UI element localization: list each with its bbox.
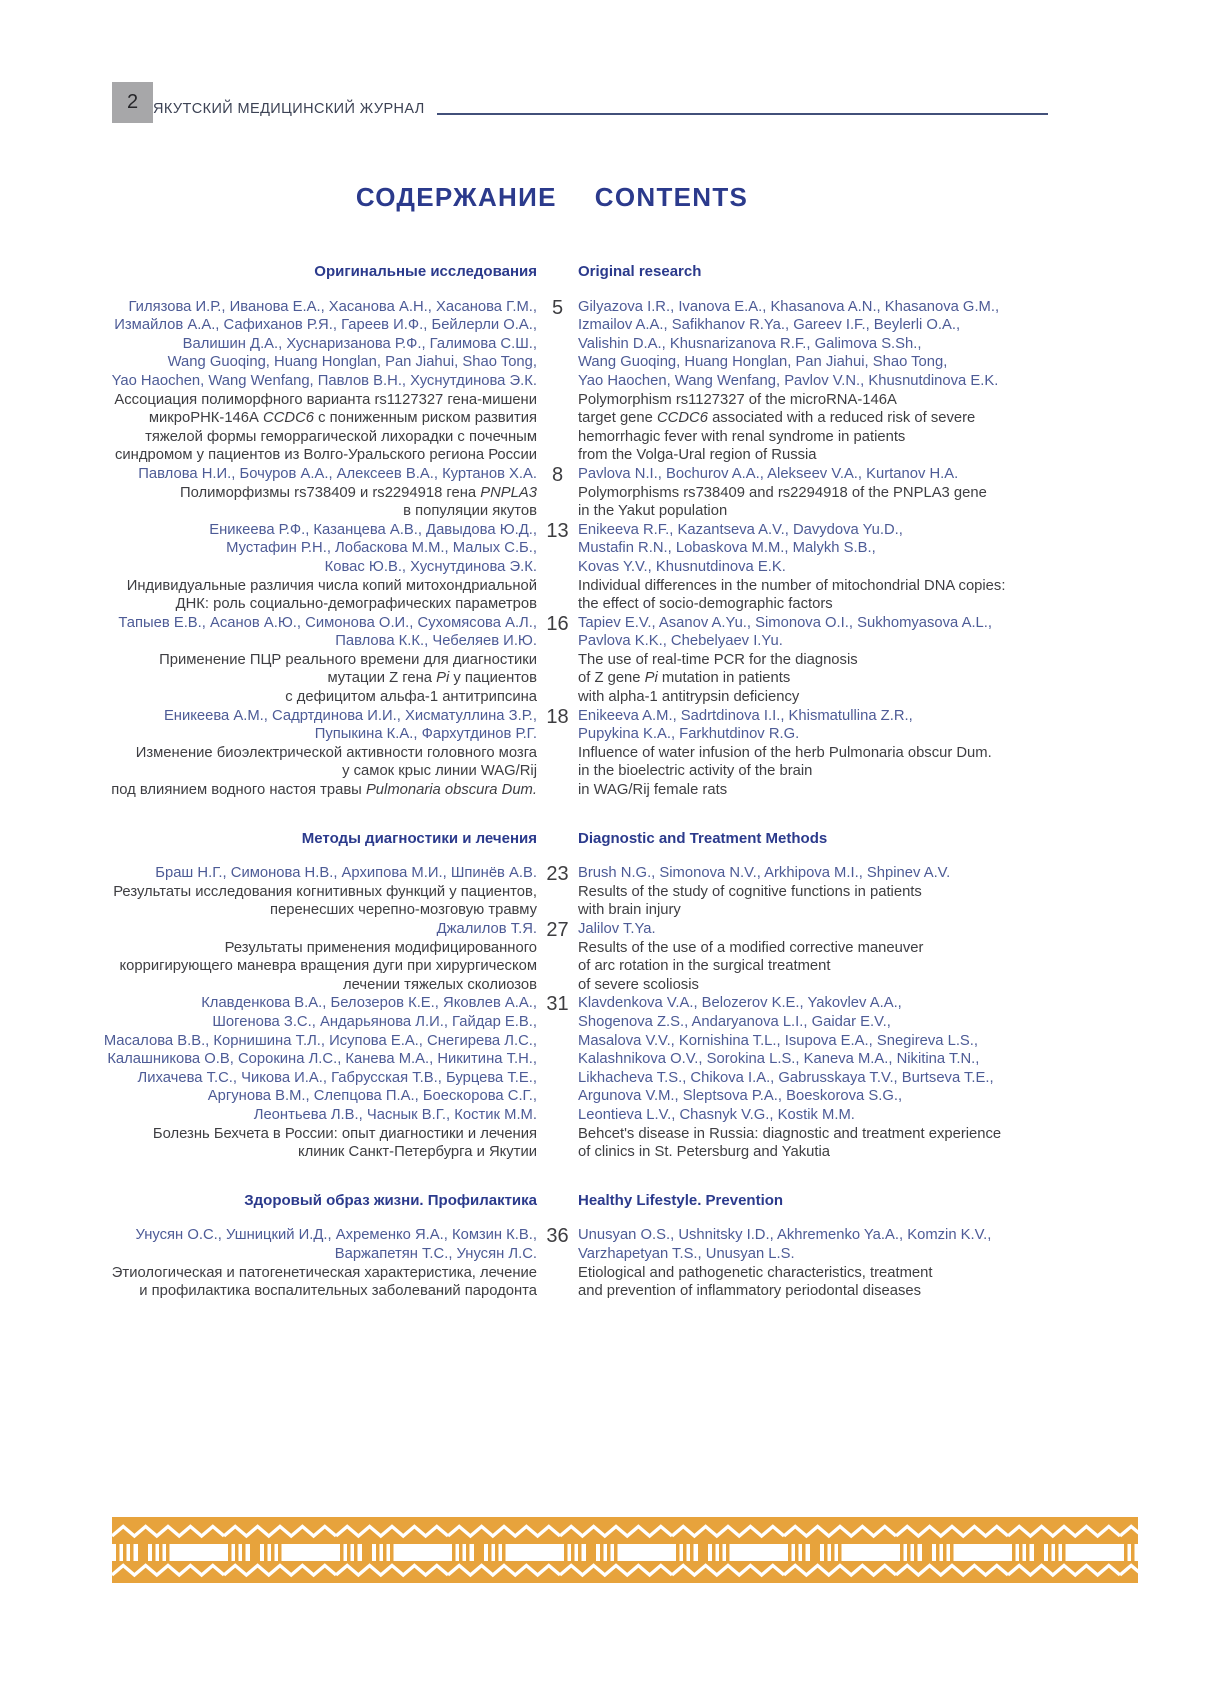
entry-authors-en: Unusyan O.S., Ushnitsky I.D., Akhremenko Ya.A., Komzin K.V., Varzhapetyan T.S., Unusyan L.S.: [578, 1227, 992, 1262]
entry-text-ru: [100, 465, 537, 521]
toc-entry: [100, 994, 1060, 1161]
entry-text-ru: [100, 920, 537, 994]
contents-title-ru: СОДЕРЖАНИЕ: [355, 182, 557, 212]
page-number: 2: [126, 91, 139, 113]
entry-text-ru: [100, 994, 537, 1161]
section-heading-ru: Здоровый образ жизни. Профилактика: [244, 1191, 537, 1209]
entry-text-ru: [100, 864, 537, 920]
entry-authors-ru: Джалилов Т.Я.: [436, 921, 537, 937]
entry-title-ru: Применение ПЦР реального времени для диагностики мутации Z гена Pi у пациентов с дефицитом альфа-1 антитрипсина: [159, 651, 537, 706]
entry-page-number: 16: [546, 612, 569, 635]
toc-entry: [100, 864, 1060, 920]
section-gutter: [537, 1192, 578, 1211]
entry-page-number: 36: [546, 1225, 569, 1248]
toc-entry: [100, 920, 1060, 994]
entry-title-ru: Результаты применения модифицированного корригирующего маневра вращения дуги при хирургическом лечении тяжелых сколиозов: [119, 939, 537, 993]
section-heading-row: [100, 263, 1060, 282]
entry-page-number: 8: [551, 463, 564, 486]
entry-text-ru: [100, 614, 537, 707]
section-heading-en: Healthy Lifestyle. Prevention: [578, 1191, 784, 1209]
entry-text-en: [578, 864, 1060, 920]
entry-authors-en: Pavlova N.I., Bochurov A.A., Alekseev V.A., Kurtanov H.A.: [578, 465, 959, 482]
contents-title: [0, 182, 1104, 213]
entry-authors-ru: Тапыев Е.В., Асанов А.Ю., Симонова О.И., Сухомясова А.Л., Павлова К.К., Чебеляев И.Ю.: [118, 614, 537, 650]
section-heading-row: [100, 1192, 1060, 1211]
entry-title-en: Influence of water infusion of the herb Pulmonaria obscur Dum. in the bioelectric activity of the brain in WAG/Rij female rats: [578, 744, 992, 799]
entry-title-ru: Болезнь Бехчета в России: опыт диагностики и лечения клиник Санкт-Петербурга и Якутии: [152, 1125, 537, 1161]
toc: [100, 256, 1060, 1301]
section-heading-en: Original research: [578, 263, 702, 280]
entry-page-number: 13: [546, 519, 569, 542]
entry-title-ru: Этиологическая и патогенетическая характеристика, лечение и профилактика воспалительных заболеваний пародонта: [111, 1264, 537, 1300]
entry-authors-en: Jalilov T.Ya.: [578, 921, 656, 937]
entry-authors-en: Tapiev E.V., Asanov A.Yu., Simonova O.I., Sukhomyasova A.L., Pavlova K.K., Chebelyaev I.Yu.: [578, 614, 993, 650]
entry-authors-ru: Браш Н.Г., Симонова Н.В., Архипова М.И., Шпинёв А.В.: [155, 865, 537, 882]
entry-text-en: [578, 994, 1060, 1161]
toc-entry: [100, 1226, 1060, 1300]
entry-authors-en: Enikeeva R.F., Kazantseva A.V., Davydova Yu.D., Mustafin R.N., Lobaskova M.M., Malykh S.B., Kovas Y.V., Khusnutdinova E.K.: [578, 521, 903, 575]
entry-authors-ru: Клавденкова В.А., Белозеров К.Е., Яковлев А.А., Шогенова З.С., Андарьянова Л.И., Гайдар Е.В., Масалова В.В., Корнишина Т.Л., Исупова Е.А., Снегирева Л.С., Калашникова О.В, Сорокина Л.С., Канева М.А., Никитина Т.Н., Лихачева Т.С., Чикова И.А., Габрусская Т.В., Бурцева Т.Е., Аргунова В.М., Слепцова П.А., Боескорова С.Г., Леонтьева Л.В., Часнык В.Г., Костик М.М.: [103, 995, 537, 1123]
entry-title-en: Polymorphism rs1127327 of the microRNA-146A target gene CCDC6 associated with a reduced risk of severe hemorrhagic fever with renal syndrome in patients from the Volga-Ural region of Russia: [578, 391, 976, 464]
entry-title-ru: Изменение биоэлектрической активности головного мозга у самок крыс линии WAG/Rij под влиянием водного настоя травы Pulmonaria obscura Dum.: [111, 744, 537, 799]
entry-text-en: [578, 920, 1060, 994]
entry-text-en: [578, 614, 1060, 707]
entry-page-number: 18: [546, 705, 569, 728]
entry-text-ru: [100, 521, 537, 614]
toc-entry: [100, 521, 1060, 614]
entry-text-ru: [100, 298, 537, 465]
toc-entry: [100, 614, 1060, 707]
entry-text-en: [578, 521, 1060, 614]
page-number-box: [112, 82, 153, 123]
entry-page-number: 5: [551, 296, 564, 319]
entry-authors-en: Enikeeva A.M., Sadrtdinova I.I., Khismatullina Z.R., Pupykina K.A., Farkhutdinov R.G.: [578, 707, 913, 743]
toc-entry: [100, 298, 1060, 465]
entry-authors-ru: Еникеева А.М., Садртдинова И.И., Хисматуллина З.Р., Пупыкина К.А., Фархутдинов Р.Г.: [163, 707, 537, 743]
entry-title-en: Etiological and pathogenetic characteristics, treatment and prevention of inflammatory periodontal diseases: [578, 1264, 933, 1300]
entry-authors-en: Klavdenkova V.A., Belozerov K.E., Yakovlev A.A., Shogenova Z.S., Andaryanova L.I., Gaidar E.V., Masalova V.V., Kornishina T.L., Isupova E.A., Snegireva L.S., Kalashnikova O.V., Sorokina L.S., Kaneva M.A., Nikitina T.N., Likhacheva T.S., Chikova I.A., Gabrusskaya T.V., Burtseva T.E., Argunova V.M., Sleptsova P.A., Boeskorova S.G., Leontieva L.V., Chasnyk V.G., Kostik M.M.: [578, 995, 994, 1123]
entry-authors-ru: Павлова Н.И., Бочуров А.А., Алексеев В.А., Куртанов Х.А.: [138, 465, 537, 482]
entry-text-en: [578, 465, 1060, 521]
section-heading-en: Diagnostic and Treatment Methods: [578, 829, 828, 847]
header-rule: [437, 113, 1048, 115]
section-heading-ru: Методы диагностики и лечения: [301, 829, 537, 847]
entry-title-ru: Ассоциация полиморфного варианта rs1127327 гена-мишени микроРНК-146А CCDC6 с пониженным риском развития тяжелой формы геморрагической лихорадки с почечным синдромом у пациентов из Волго-Уральского региона России: [114, 391, 537, 464]
entry-title-en: Individual differences in the number of mitochondrial DNA copies: the effect of socio-demographic factors: [578, 577, 1006, 613]
entry-text-ru: [100, 707, 537, 800]
section-heading-row: [100, 830, 1060, 849]
contents-title-en: CONTENTS: [594, 182, 749, 212]
entry-title-ru: Полиморфизмы rs738409 и rs2294918 гена PNPLA3 в популяции якутов: [179, 484, 537, 520]
ornament-band: [112, 1517, 1138, 1583]
entry-authors-ru: Еникеева Р.Ф., Казанцева А.В., Давыдова Ю.Д., Мустафин Р.Н., Лобаскова М.М., Малых С.Б., Ковас Ю.В., Хуснутдинова Э.К.: [209, 521, 537, 575]
entry-text-ru: [100, 1226, 537, 1300]
section-gutter: [537, 263, 578, 282]
journal-name: ЯКУТСКИЙ МЕДИЦИНСКИЙ ЖУРНАЛ: [153, 101, 425, 117]
entry-title-ru: Индивидуальные различия числа копий митохондриальной ДНК: роль социально-демографических параметров: [126, 577, 537, 613]
toc-entry: [100, 707, 1060, 800]
entry-page-number: 31: [546, 993, 569, 1016]
entry-title-en: Results of the use of a modified corrective maneuver of arc rotation in the surgical treatment of severe scoliosis: [578, 939, 924, 993]
section-heading-ru: Оригинальные исследования: [314, 263, 537, 280]
entry-text-en: [578, 298, 1060, 465]
entry-authors-en: Gilyazova I.R., Ivanova E.A., Khasanova A.N., Khasanova G.M., Izmailov A.A., Safikhanov R.Ya., Gareev I.F., Beylerli O.A., Valishin D.A., Khusnarizanova R.F., Galimova S.Sh., Wang Guoqing, Huang Honglan, Pan Jiahui, Shao Tong, Yao Haochen, Wang Wenfang, Pavlov V.N., Khusnutdinova E.K.: [578, 298, 1000, 389]
entry-title-en: Results of the study of cognitive functions in patients with brain injury: [578, 883, 922, 919]
entry-authors-en: Brush N.G., Simonova N.V., Arkhipova M.I., Shpinev A.V.: [578, 865, 951, 882]
entry-page-number: 23: [546, 863, 569, 886]
entry-authors-ru: Унусян О.С., Ушницкий И.Д., Ахременко Я.А., Комзин К.В., Варжапетян Т.С., Унусян Л.С.: [135, 1227, 537, 1262]
entry-text-en: [578, 1226, 1060, 1300]
ornament-band-pattern: [112, 1517, 1138, 1583]
section-gutter: [537, 830, 578, 849]
entry-authors-ru: Гилязова И.Р., Иванова Е.А., Хасанова А.Н., Хасанова Г.М., Измайлов А.А., Сафиханов Р.Я., Гареев И.Ф., Бейлерли О.А., Валишин Д.А., Хуснаризанова Р.Ф., Галимова С.Ш., Wang Guoqing, Huang Honglan, Pan Jiahui, Shao Tong, Yao Haochen, Wang Wenfang, Павлов В.Н., Хуснутдинова Э.К.: [111, 298, 537, 389]
entry-title-en: Polymorphisms rs738409 and rs2294918 of the PNPLA3 gene in the Yakut population: [578, 484, 987, 520]
toc-entry: [100, 465, 1060, 521]
entry-title-ru: Результаты исследования когнитивных функций у пациентов, перенесших черепно-мозговую травму: [113, 883, 537, 919]
entry-page-number: 27: [546, 919, 569, 941]
entry-text-en: [578, 707, 1060, 800]
entry-title-en: Behcet's disease in Russia: diagnostic and treatment experience of clinics in St. Petersburg and Yakutia: [578, 1125, 1002, 1161]
entry-title-en: The use of real-time PCR for the diagnosis of Z gene Pi mutation in patients with alpha-1 antitrypsin deficiency: [578, 651, 858, 706]
